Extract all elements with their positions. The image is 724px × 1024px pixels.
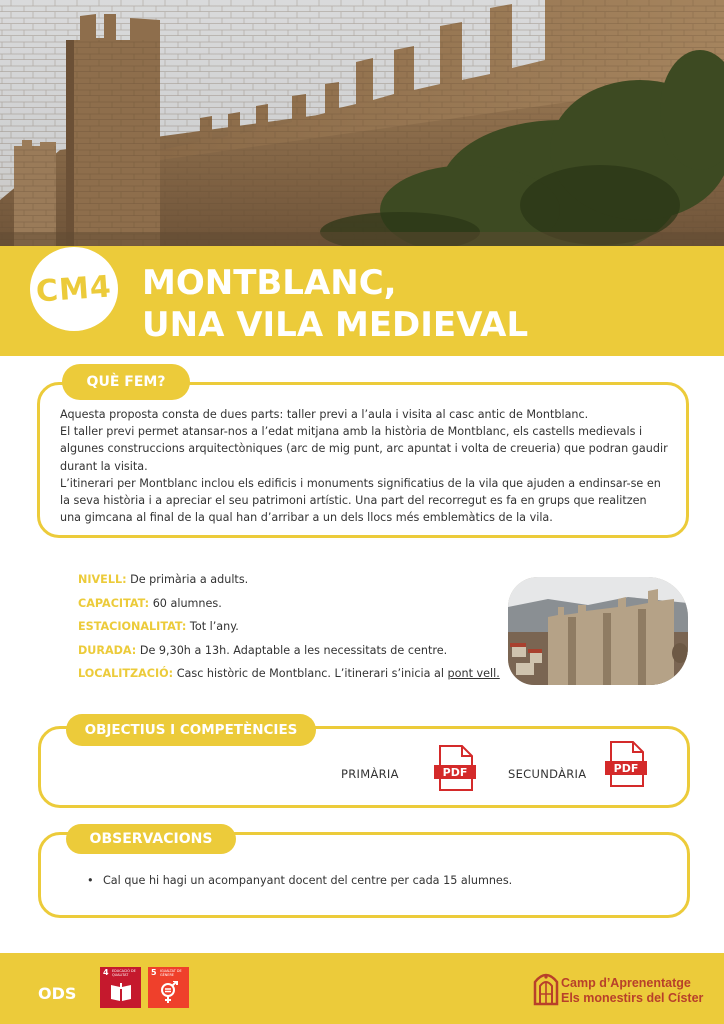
primaria-label: PRIMÀRIA [341, 767, 399, 781]
pdf-text: PDF [613, 762, 639, 775]
pdf-file-icon [434, 744, 478, 792]
secundaria-label: SECUNDÀRIA [508, 767, 587, 781]
info-value: Tot l’any. [189, 620, 239, 633]
bullet-icon: • [87, 874, 94, 887]
sdg-number: 4 [103, 968, 109, 977]
camp-aprenentatge-logo [533, 970, 704, 1010]
sdg-caption: IGUALTAT DE GÈNERE [160, 969, 182, 977]
observacions-heading: OBSERVACIONS [66, 824, 236, 854]
observacions-item: Cal que hi hagi un acompanyant docent del centre per cada 15 alumnes. [103, 874, 513, 887]
info-estacionalitat [78, 617, 508, 641]
objectius-heading: OBJECTIUS I COMPETÈNCIES [66, 714, 316, 746]
info-capacitat [78, 594, 508, 618]
info-localitzacio [78, 664, 508, 688]
sdg-5-badge[interactable] [148, 967, 189, 1008]
que-fem-text [60, 406, 668, 526]
info-label: NIVELL: [78, 573, 127, 586]
primaria-pdf-link[interactable] [434, 744, 478, 792]
pdf-text: PDF [442, 766, 468, 779]
pdf-file-icon [605, 740, 649, 788]
que-fem-paragraph: Aquesta proposta consta de dues parts: taller previ a l’aula i visita al casc antic de Montblanc. [60, 408, 589, 421]
page-title-line-1: MONTBLANC, [142, 263, 397, 303]
sdg-caption: EDUCACIÓ DE QUALITAT [112, 969, 136, 977]
gender-equality-icon [157, 981, 181, 1005]
observacions-list [88, 874, 668, 887]
book-icon [109, 981, 133, 1003]
info-value: Casc històric de Montblanc. L’itinerari s’inicia al [176, 667, 444, 680]
page-title [142, 262, 702, 346]
sdg-4-badge[interactable] [100, 967, 141, 1008]
info-durada [78, 641, 508, 665]
info-label: CAPACITAT: [78, 596, 150, 610]
info-value: 60 alumnes. [152, 596, 222, 610]
info-label: ESTACIONALITAT: [78, 620, 187, 633]
pont-vell-link[interactable]: pont vell. [447, 667, 500, 680]
brand-line-1: Camp d’Aprenentatge [561, 976, 691, 990]
ods-label: ODS [38, 984, 77, 1003]
info-value: De 9,30h a 13h. Adaptable a les necessitats de centre. [139, 643, 448, 657]
que-fem-heading: QUÈ FEM? [62, 364, 190, 400]
que-fem-paragraph: L’itinerari per Montblanc inclou els edificis i monuments significatius de la vila que ajuden a endinsar-se en la seva història i a apreciar el seu patrimoni artístic. Una part del recorregut es fa en grups que realitzen una gimcana al final de la qual han d’arribar a un dels llocs més emblemàtics de la vila. [60, 476, 661, 525]
info-nivell [78, 570, 508, 594]
que-fem-paragraph: El taller previ permet atansar-nos a l’edat mitjana amb la història de Montblanc, els castells medievals i algunes construccions arquitectòniques (arc de mig punt, arc apuntat i volta de creueria) que podran gaudir durant la visita. [60, 425, 668, 473]
activity-info-list [78, 570, 508, 688]
activity-code: CM4 [34, 268, 114, 310]
page-title-line-2: UNA VILA MEDIEVAL [142, 305, 529, 345]
hero-castle-wall-photo [0, 0, 724, 246]
monastery-arch-icon [533, 970, 559, 1006]
secundaria-pdf-link[interactable] [605, 740, 649, 788]
info-label: DURADA: [78, 643, 137, 657]
info-value: De primària a adults. [130, 573, 249, 586]
info-label: LOCALITZACIÓ: [78, 667, 174, 680]
activity-code-badge [30, 247, 118, 331]
montblanc-town-photo [508, 577, 688, 685]
brand-line-2: Els monestirs del Císter [561, 991, 704, 1005]
sdg-number: 5 [151, 968, 157, 977]
